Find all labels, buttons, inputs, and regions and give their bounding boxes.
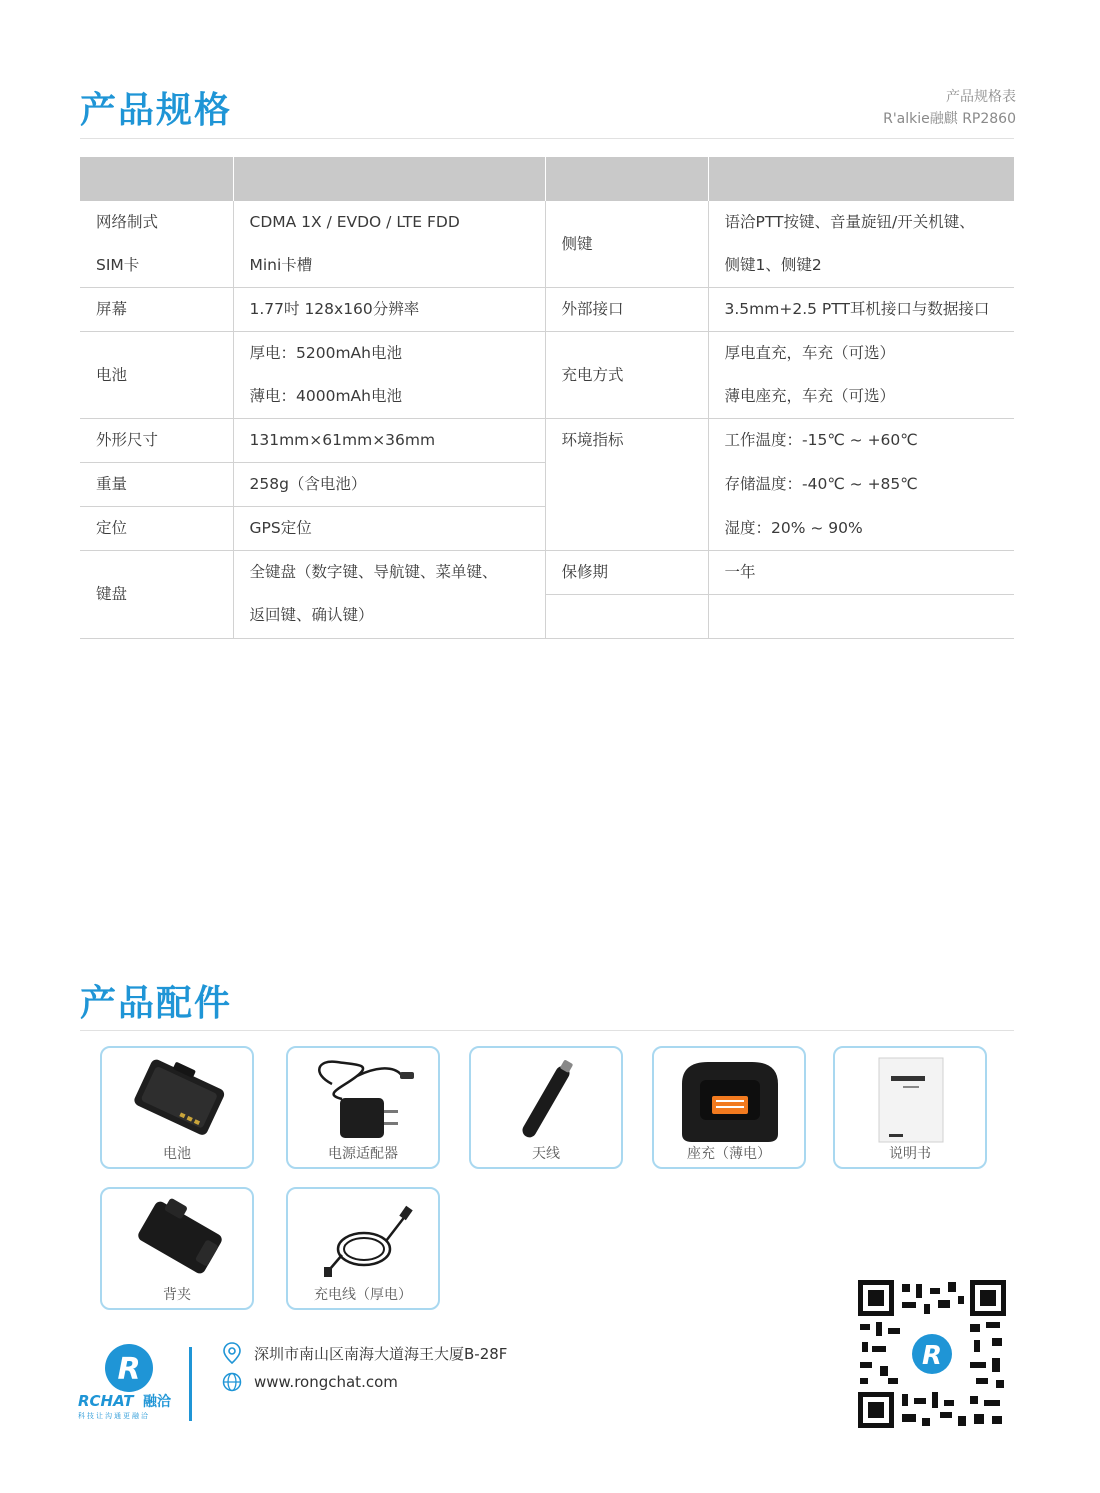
qr-code-image [858,1280,1006,1428]
logo-letter: R [117,1352,141,1387]
spec-label: 屏幕 [80,288,233,332]
spec-value-line: 薄电座充，车充（可选） [724,387,896,405]
spec-label: 充电方式 [545,332,708,419]
brand-name-en: RCHAT [78,1392,134,1410]
accessory-card-adapter [286,1046,440,1169]
empty-cell [708,595,1014,639]
spec-table [80,157,1014,639]
charging-dock-photo [668,1054,792,1146]
spec-label: 网络制式 [96,213,159,231]
spec-value: 1.77吋 128x160分辨率 [233,288,545,332]
spec-value: CDMA 1X / EVDO / LTE FDD [233,201,545,244]
spec-label: 键盘 [80,551,233,639]
accessory-card-belt-clip [100,1187,254,1310]
accessory-card-dock [652,1046,806,1169]
spec-value: 131mm×61mm×36mm [233,419,545,463]
spec-value: 语洽PTT按键、音量旋钮/开关机键、 [708,201,1014,244]
spec-header-rule [80,138,1014,139]
spec-label: 电池 [80,332,233,419]
brand-slogan: 科技让沟通更融洽 [78,1412,150,1420]
accessories-header-rule [80,1030,1014,1031]
doc-tag [883,86,1016,130]
header-cell [233,157,545,201]
spec-label: 外部接口 [545,288,708,332]
spec-value: 湿度：20% ~ 90% [708,507,1014,551]
spec-value-line: 厚电：5200mAh电池 [249,344,402,362]
empty-cell [545,595,708,639]
header-cell [80,157,233,201]
accessory-label: 天线 [532,1146,560,1162]
brand-name-cn: 融洽 [143,1394,171,1410]
table-row [80,332,1014,419]
spec-value-line: 厚电直充，车充（可选） [724,344,896,362]
website-link[interactable]: www.rongchat.com [254,1373,398,1391]
spec-label: 定位 [80,507,233,551]
spec-table-header [80,157,1014,201]
accessory-label: 说明书 [889,1146,931,1162]
spec-value: 一年 [708,551,1014,595]
accessory-label: 背夹 [163,1287,191,1303]
accessory-card-battery [100,1046,254,1169]
spec-value-line: 薄电：4000mAh电池 [249,387,402,405]
footer-divider [189,1347,192,1421]
accessory-card-cable [286,1187,440,1310]
spec-value [708,332,1014,419]
table-row [80,419,1014,463]
website-line [222,1372,398,1392]
spec-label: 外形尺寸 [80,419,233,463]
location-pin-icon [222,1342,242,1364]
antenna-photo [485,1054,609,1146]
rchat-logo [74,1342,184,1420]
charging-cable-photo [302,1195,426,1287]
spec-value: 工作温度：-15℃ ~ +60℃ [708,419,1014,463]
spec-value: Mini卡槽 [233,244,545,288]
spec-label: 环境指标 [545,419,708,551]
power-adapter-photo [302,1054,426,1146]
belt-clip-photo [116,1195,240,1287]
spec-label: 重量 [80,463,233,507]
address-text: 深圳市南山区南海大道海王大厦B-28F [254,1344,508,1363]
spec-value: 3.5mm+2.5 PTT耳机接口与数据接口 [708,288,1014,332]
spec-value: GPS定位 [233,507,545,551]
accessories-section-title: 产品配件 [80,983,233,1024]
spec-label: SIM卡 [80,244,233,288]
address-line [222,1342,507,1364]
header-cell [545,157,708,201]
manual-booklet-photo [849,1054,973,1146]
header-cell [708,157,1014,201]
spec-value [233,332,545,419]
table-row [80,551,1014,595]
table-row [80,288,1014,332]
battery-pack-photo [116,1054,240,1146]
spec-value-line: 全键盘（数字键、导航键、菜单键、 [249,563,498,581]
spec-label: 保修期 [545,551,708,595]
accessory-label: 座充（薄电） [687,1146,771,1162]
table-row [80,201,1014,244]
accessory-label: 电源适配器 [328,1146,398,1162]
accessory-label: 电池 [163,1146,191,1162]
spec-value: 258g（含电池） [233,463,545,507]
accessory-card-manual [833,1046,987,1169]
spec-section-title: 产品规格 [80,90,233,131]
spec-value: 侧键1、侧键2 [708,244,1014,288]
doc-tag-model: R'alkie融麒 RP2860 [883,111,1016,127]
spec-value [233,551,545,639]
accessory-card-antenna [469,1046,623,1169]
spec-label: 侧键 [545,201,708,288]
globe-icon [222,1372,242,1392]
qr-logo-letter: R [921,1341,943,1371]
spec-value-line: 返回键、确认键） [249,606,374,624]
accessory-label: 充电线（厚电） [314,1287,412,1303]
spec-value: 存储温度：-40℃ ~ +85℃ [708,463,1014,507]
doc-tag-line1: 产品规格表 [946,89,1016,105]
